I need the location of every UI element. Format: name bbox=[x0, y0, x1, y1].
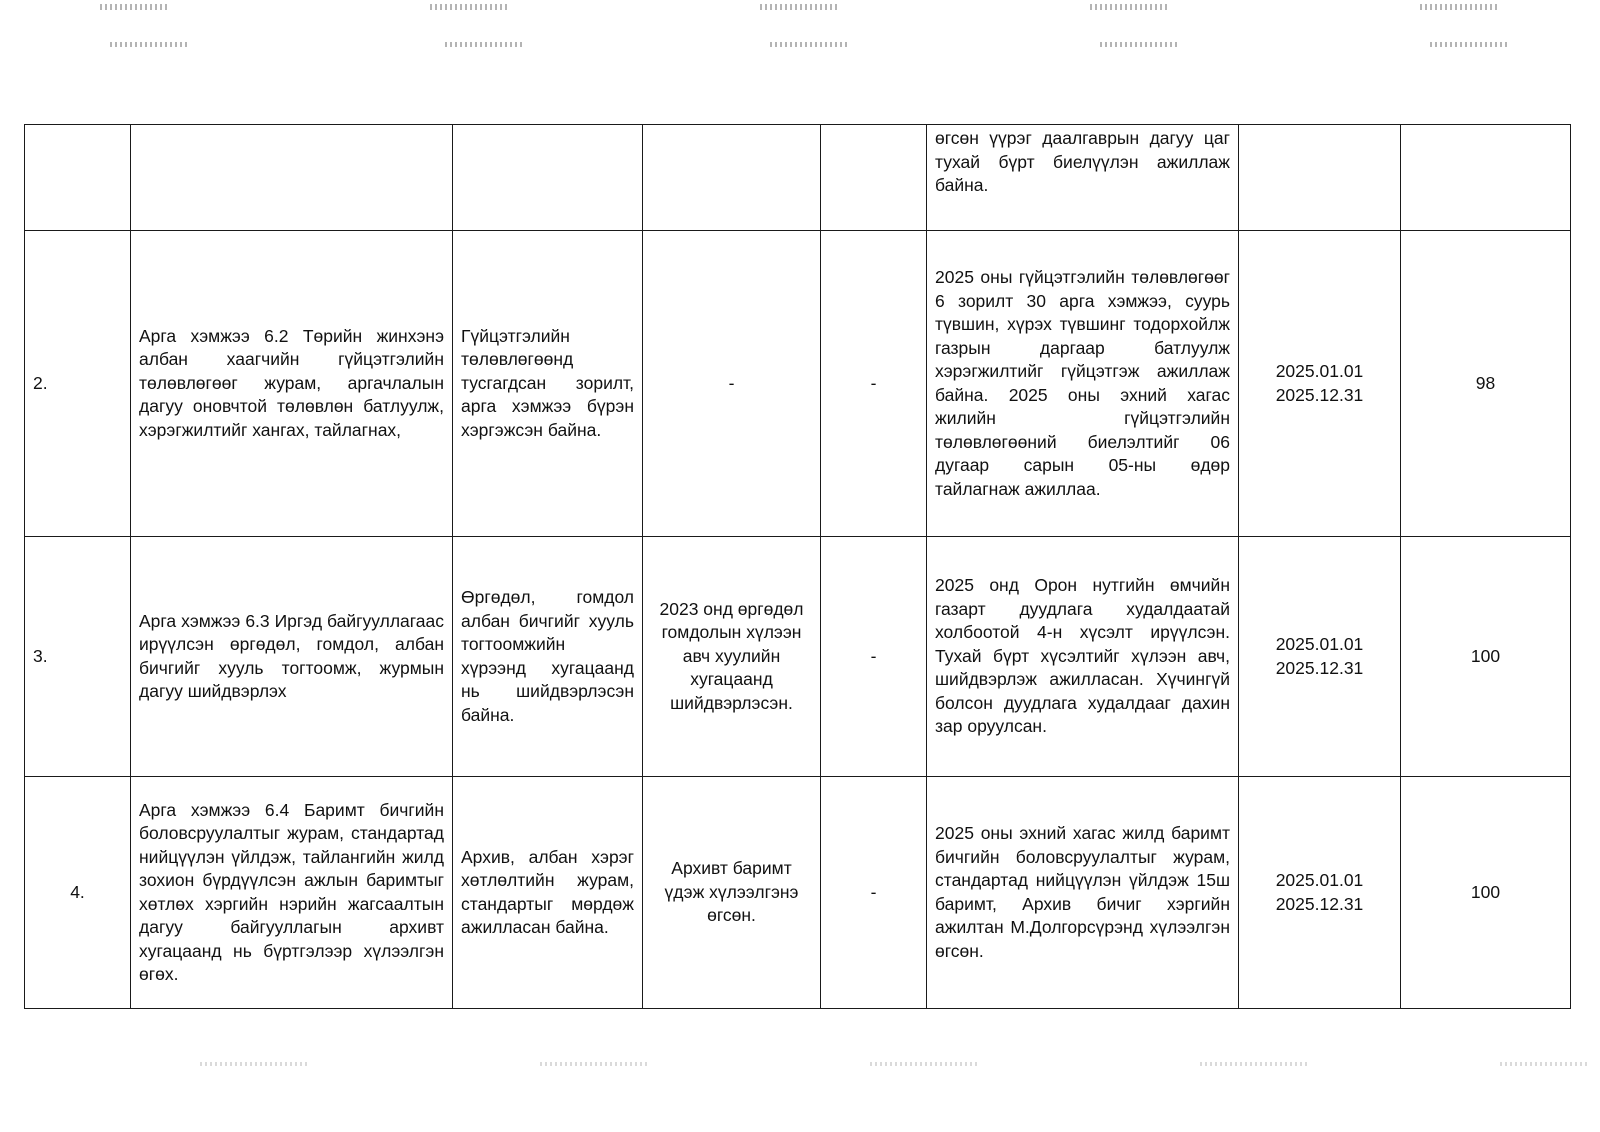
target-cell: - bbox=[821, 777, 927, 1009]
row-number: 4. bbox=[25, 777, 131, 1009]
measure-cell bbox=[131, 125, 453, 231]
target-cell: - bbox=[821, 537, 927, 777]
table-row bbox=[25, 125, 1571, 231]
row-number bbox=[25, 125, 131, 231]
result-cell: 2025 оны гүйцэтгэлийн төлөвлөгөөг 6 зорилт 30 арга хэмжээ, суурь түвшин, хүрэх түвшинг тодорхойлж газрын даргаар батлуулж хэрэгжилтийг гүйцэтгэж ажиллаж байна. 2025 оны эхний хагас жилийн гүйцэтгэлийн төлөвлөгөөний биелэлтийг 06 дугаар сарын 05-ны өдөр тайлагнаж ажиллаа. bbox=[927, 231, 1239, 537]
baseline-cell bbox=[643, 125, 821, 231]
target-cell: - bbox=[821, 231, 927, 537]
measures-table bbox=[24, 124, 1571, 1009]
period-cell bbox=[1239, 125, 1401, 231]
baseline-cell: - bbox=[643, 231, 821, 537]
row-number: 2. bbox=[25, 231, 131, 537]
baseline-cell: Архивт баримт үдэж хүлээлгэнэ өгсөн. bbox=[643, 777, 821, 1009]
period-cell bbox=[1239, 231, 1401, 537]
period-start: 2025.01.01 bbox=[1275, 361, 1364, 381]
period-start: 2025.01.01 bbox=[1275, 634, 1364, 654]
criteria-cell bbox=[453, 125, 643, 231]
scan-header-artifacts bbox=[0, 0, 1600, 60]
percent-cell: 98 bbox=[1401, 231, 1571, 537]
row-number: 3. bbox=[25, 537, 131, 777]
result-cell: 2025 оны эхний хагас жилд баримт бичгийн боловсруулалтыг журам, стандартад нийцүүлэн үйлдэж 15ш баримт, Архив бичиг хэргийн ажилтан М.Долгорсүрэнд хүлээлгэн өгсөн. bbox=[927, 777, 1239, 1009]
baseline-cell: 2023 онд өргөдөл гомдолын хүлээн авч хуулийн хугацаанд шийдвэрлэсэн. bbox=[643, 537, 821, 777]
result-cell: өгсөн үүрэг даалгаврын дагуу цаг тухай бүрт биелүүлэн ажиллаж байна. bbox=[927, 125, 1239, 231]
period-end: 2025.12.31 bbox=[1275, 384, 1364, 405]
scan-footer-artifacts bbox=[0, 1052, 1600, 1132]
table-row bbox=[25, 231, 1571, 537]
measure-cell: Арга хэмжээ 6.4 Баримт бичгийн боловсруулалтыг журам, стандартад нийцүүлэн үйлдэж, тайлангийн жилд зохион бүрдүүлсэн ажлын баримтыг хөтлөх хэргийн нэрийн жагсаалтын дагуу байгууллагын архивт хугацаанд нь бүртгэлээр хүлээлгэн өгөх. bbox=[131, 777, 453, 1009]
target-cell bbox=[821, 125, 927, 231]
period-end: 2025.12.31 bbox=[1275, 893, 1364, 914]
criteria-cell: Өргөдөл, гомдол албан бичгийг хууль тогтоомжийн хүрээнд хугацаанд нь шийдвэрлэсэн байна. bbox=[453, 537, 643, 777]
criteria-cell: Архив, албан хэрэг хөтлөлтийн журам, стандартыг мөрдөж ажилласан байна. bbox=[453, 777, 643, 1009]
period-end: 2025.12.31 bbox=[1275, 657, 1364, 678]
percent-cell bbox=[1401, 125, 1571, 231]
result-cell: 2025 онд Орон нутгийн өмчийн газарт дуудлага худалдаатай холбоотой 4-н хүсэлт ирүүлсэн. Тухай бүрт хүсэлтийг хүлээн авч, шийдвэрлэж ажилласан. Хүчингүй болсон дуудлага худалдааг дахин зар оруулсан. bbox=[927, 537, 1239, 777]
measure-cell: Арга хэмжээ 6.2 Төрийн жинхэнэ албан хаагчийн гүйцэтгэлийн төлөвлөгөөг журам, аргачлалын дагуу оновчтой төлөвлөн батлуулж, хэрэгжилтийг хангах, тайлагнах, bbox=[131, 231, 453, 537]
criteria-cell: Гүйцэтгэлийн төлөвлөгөөнд тусгагдсан зорилт, арга хэмжээ бүрэн хэргэжсэн байна. bbox=[453, 231, 643, 537]
period-cell bbox=[1239, 777, 1401, 1009]
period-cell bbox=[1239, 537, 1401, 777]
period-start: 2025.01.01 bbox=[1275, 870, 1364, 890]
percent-cell: 100 bbox=[1401, 537, 1571, 777]
table-row bbox=[25, 777, 1571, 1009]
table-row bbox=[25, 537, 1571, 777]
percent-cell: 100 bbox=[1401, 777, 1571, 1009]
measure-cell: Арга хэмжээ 6.3 Иргэд байгууллагаас ирүүлсэн өргөдөл, гомдол, албан бичгийг хууль тогтоомж, журмын дагуу шийдвэрлэх bbox=[131, 537, 453, 777]
